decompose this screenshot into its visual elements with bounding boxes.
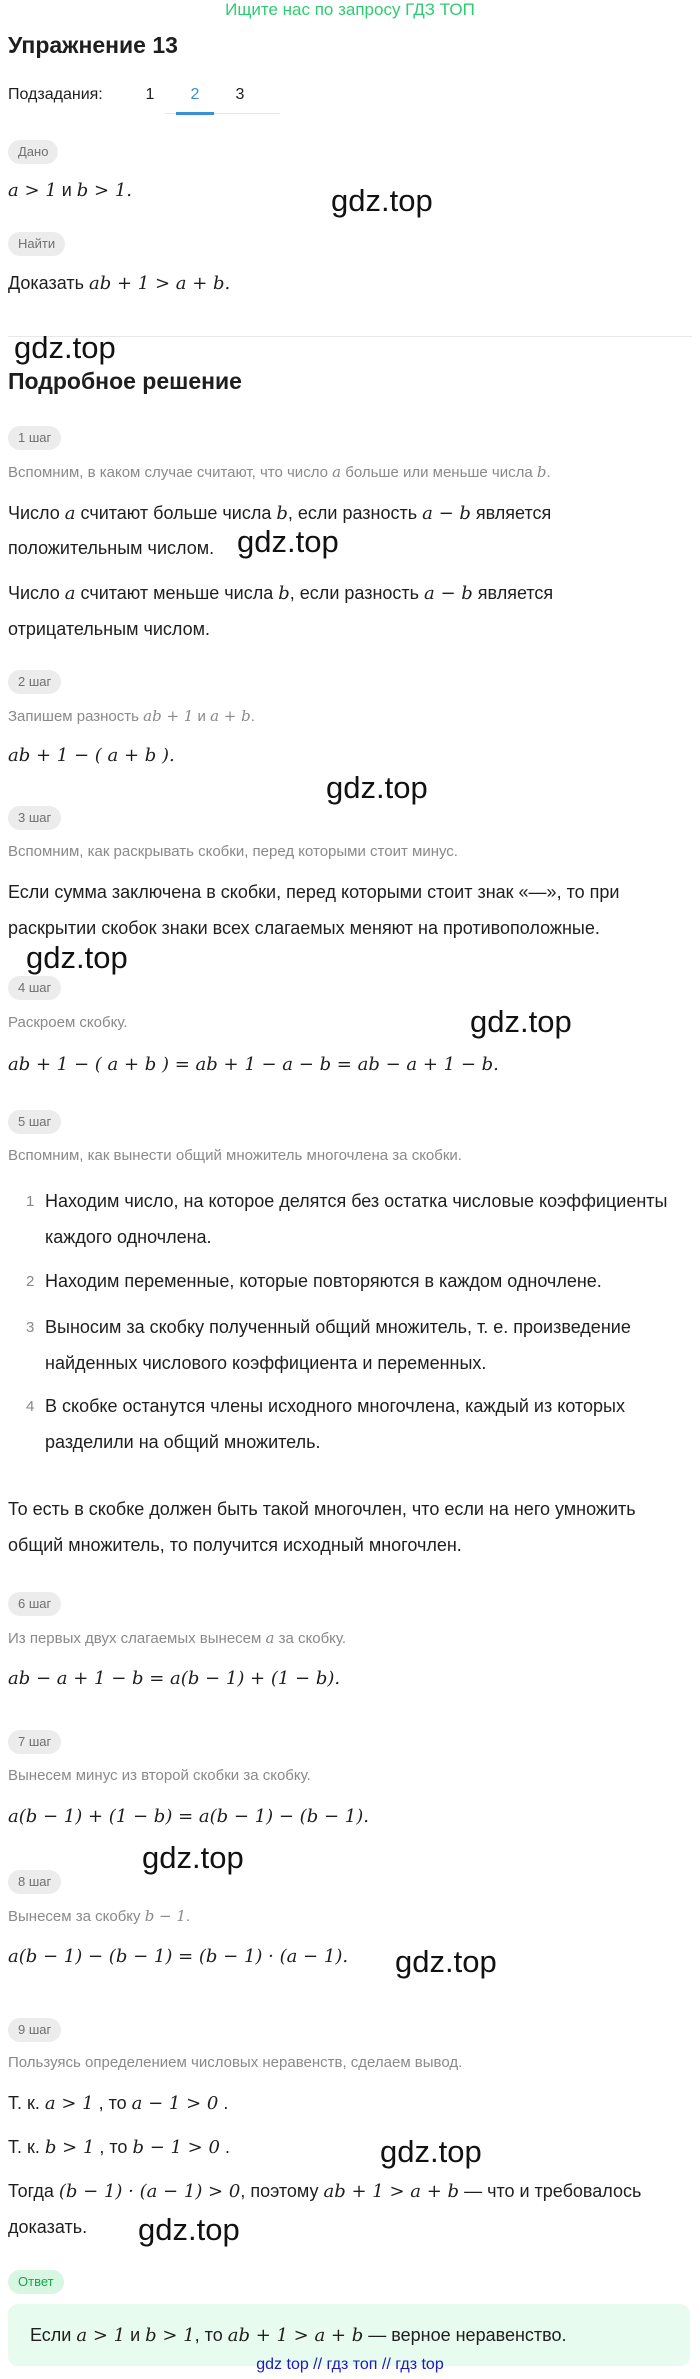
text: , поэтому [240,2181,324,2201]
text: и [193,708,211,725]
step-5-hint: Вспомним, как вынести общий множитель многочлена за скобки. [8,1147,462,1164]
watermark: gdz.top [138,2212,240,2247]
list-item-number: 1 [26,1193,35,1210]
var-b: b [276,503,288,524]
footer-separator: // [308,2356,327,2373]
answer-chip: Ответ [8,2270,64,2294]
find-statement [8,268,230,299]
given-b-expr: b > 1. [76,180,133,201]
given-a-expr: a > 1 [8,180,57,201]
list-item-text: найденных числового коэффициента и переменных. [45,1353,487,1373]
footer-links [0,2356,700,2374]
text: и [125,2325,146,2345]
text: Тогда [8,2181,59,2201]
find-expr: ab + 1 > a + b. [88,273,231,294]
step-9-line-3 [8,2176,641,2207]
text: Число [8,583,65,603]
watermark: gdz.top [26,940,128,975]
text: , то [94,2137,133,2157]
text: Запишем разность [8,708,144,725]
text: за скобку. [274,1630,347,1647]
tab-subtask-1[interactable]: 1 [145,86,155,103]
step-7-chip: 7 шаг [8,1730,61,1754]
active-tab-indicator [176,112,214,115]
footer-separator: // [377,2356,396,2373]
step-2-hint [8,707,255,725]
list-item-text: разделили на общий множитель. [45,1432,321,1452]
list-item-text: Находим число, на которое делятся без остатка числовые коэффициенты [45,1191,668,1211]
expr: ab + 1 > a + b [227,2325,364,2346]
expr: a > 1 [44,2093,94,2114]
watermark: gdz.top [470,1004,572,1039]
text: Вынесем за скобку [8,1908,145,1925]
step-1-chip: 1 шаг [8,426,61,450]
text: . [250,708,255,725]
watermark: gdz.top [142,1840,244,1875]
page-title: Упражнение 13 [8,32,178,58]
expr: a − 1 > 0 [131,2093,219,2114]
step-1-hint-text: больше или меньше числа [341,464,537,481]
var-a: a [64,503,76,524]
difference-expr: a − b [422,503,471,524]
expr: a > 1 [76,2325,126,2346]
list-item-text: Выносим за скобку полученный общий множитель, т. е. произведение [45,1317,631,1337]
step-5-chip: 5 шаг [8,1110,61,1134]
watermark: gdz.top [237,524,339,559]
step-5-summary-line-2: общий множитель, то получится исходный многочлен. [8,1535,462,1555]
step-8-hint [8,1907,190,1925]
step-1-paragraph-2-cont: отрицательным числом. [8,619,210,639]
var-b: b [536,463,547,481]
text: — верное неравенство. [363,2325,567,2345]
text: , то [93,2093,132,2113]
text: Если [30,2325,77,2345]
text: , если разность [289,583,425,603]
text: . [218,2093,229,2113]
step-9-line-1 [8,2088,228,2119]
step-1-hint [8,463,551,481]
step-1-hint-text: . [546,464,551,481]
watermark: gdz.top [395,1944,497,1979]
given-chip: Дано [8,140,58,164]
list-item-number: 3 [26,1319,35,1336]
subtasks-label: Подзадания: [8,86,103,103]
step-6-chip: 6 шаг [8,1592,61,1616]
step-6-hint [8,1629,346,1647]
find-chip: Найти [8,232,65,256]
step-2-expression: ab + 1 − ( a + b ). [8,745,175,766]
step-3-chip: 3 шаг [8,806,61,830]
text: . [185,1908,191,1925]
step-3-rule-line-2: раскрытии скобок знаки всех слагаемых меняют на противоположные. [8,918,600,938]
step-4-hint: Раскроем скобку. [8,1014,128,1031]
footer-link[interactable]: gdz top [256,2356,309,2373]
step-1-hint-text: Вспомним, в каком случае считают, что число [8,464,333,481]
step-9-hint: Пользуясь определением числовых неравенств, сделаем вывод. [8,2054,463,2071]
expr: a + b [210,707,251,725]
text: является [470,503,552,523]
expr: b − 1 [144,1907,186,1925]
step-7-expression: a(b − 1) + (1 − b) = a(b − 1) − (b − 1). [8,1806,369,1827]
expr: ab + 1 [143,707,194,725]
watermark: gdz.top [14,330,116,365]
var-b: b [278,583,290,604]
find-prefix: Доказать [8,273,89,293]
step-5-summary-line-1: То есть в скобке должен быть такой многочлен, что если на него умножить [8,1499,636,1519]
step-8-chip: 8 шаг [8,1870,61,1894]
step-1-paragraph-2 [8,578,553,609]
expr: b > 1 [44,2137,95,2158]
list-item-text: каждого одночлена. [45,1227,212,1247]
step-3-rule-line-1: Если сумма заключена в скобки, перед которыми стоит знак «—», то при [8,882,620,902]
expr: b > 1 [145,2325,195,2346]
tab-subtask-2[interactable]: 2 [190,86,200,103]
given-statement [8,175,132,206]
text: Число [8,503,65,523]
step-6-expression: ab − a + 1 − b = a(b − 1) + (1 − b). [8,1668,341,1689]
text: Т. к. [8,2093,45,2113]
step-7-hint: Вынесем минус из второй скобки за скобку. [8,1767,311,1784]
var-a: a [332,463,342,481]
search-banner[interactable]: Ищите нас по запросу ГДЗ ТОП [225,0,475,19]
list-item-number: 2 [26,1273,35,1290]
watermark: gdz.top [380,2134,482,2169]
step-3-hint: Вспомним, как раскрывать скобки, перед которыми стоит минус. [8,843,458,860]
footer-link[interactable]: гдз топ [326,2356,378,2373]
difference-expr: a − b [424,583,473,604]
text: Т. к. [8,2137,45,2157]
text: считают больше числа [75,503,277,523]
step-9-line-4: доказать. [8,2217,88,2237]
var-a: a [64,583,76,604]
text: является [472,583,554,603]
footer-link[interactable]: гдз top [395,2356,444,2373]
solution-title: Подробное решение [8,368,242,394]
list-item-number: 4 [26,1398,35,1415]
text: , то [194,2325,228,2345]
expr: ab + 1 > a + b [323,2181,460,2202]
text: . [219,2137,230,2157]
var-a: a [265,1629,275,1647]
watermark: gdz.top [331,183,433,218]
list-item-text: В скобке останутся члены исходного многочлена, каждый из которых [45,1396,625,1416]
expr: b − 1 > 0 [132,2137,220,2158]
step-4-expression: ab + 1 − ( a + b ) = ab + 1 − a − b = ab − a + 1 − b. [8,1054,499,1075]
given-and: и [56,180,77,200]
step-1-paragraph-1-cont: положительным числом. [8,538,215,558]
watermark: gdz.top [326,770,428,805]
tab-subtask-3[interactable]: 3 [235,86,245,103]
text: считают меньше числа [75,583,279,603]
text: , если разность [287,503,423,523]
step-4-chip: 4 шаг [8,976,61,1000]
list-item-text: Находим переменные, которые повторяются в каждом одночлене. [45,1271,602,1291]
step-9-chip: 9 шаг [8,2018,61,2042]
step-2-chip: 2 шаг [8,670,61,694]
text: Из первых двух слагаемых вынесем [8,1630,266,1647]
step-9-line-2 [8,2132,230,2163]
answer-text [30,2320,567,2351]
step-8-expression: a(b − 1) − (b − 1) = (b − 1) · (a − 1). [8,1946,349,1967]
text: — что и требовалось [459,2181,642,2201]
expr: (b − 1) · (a − 1) > 0 [58,2181,241,2202]
